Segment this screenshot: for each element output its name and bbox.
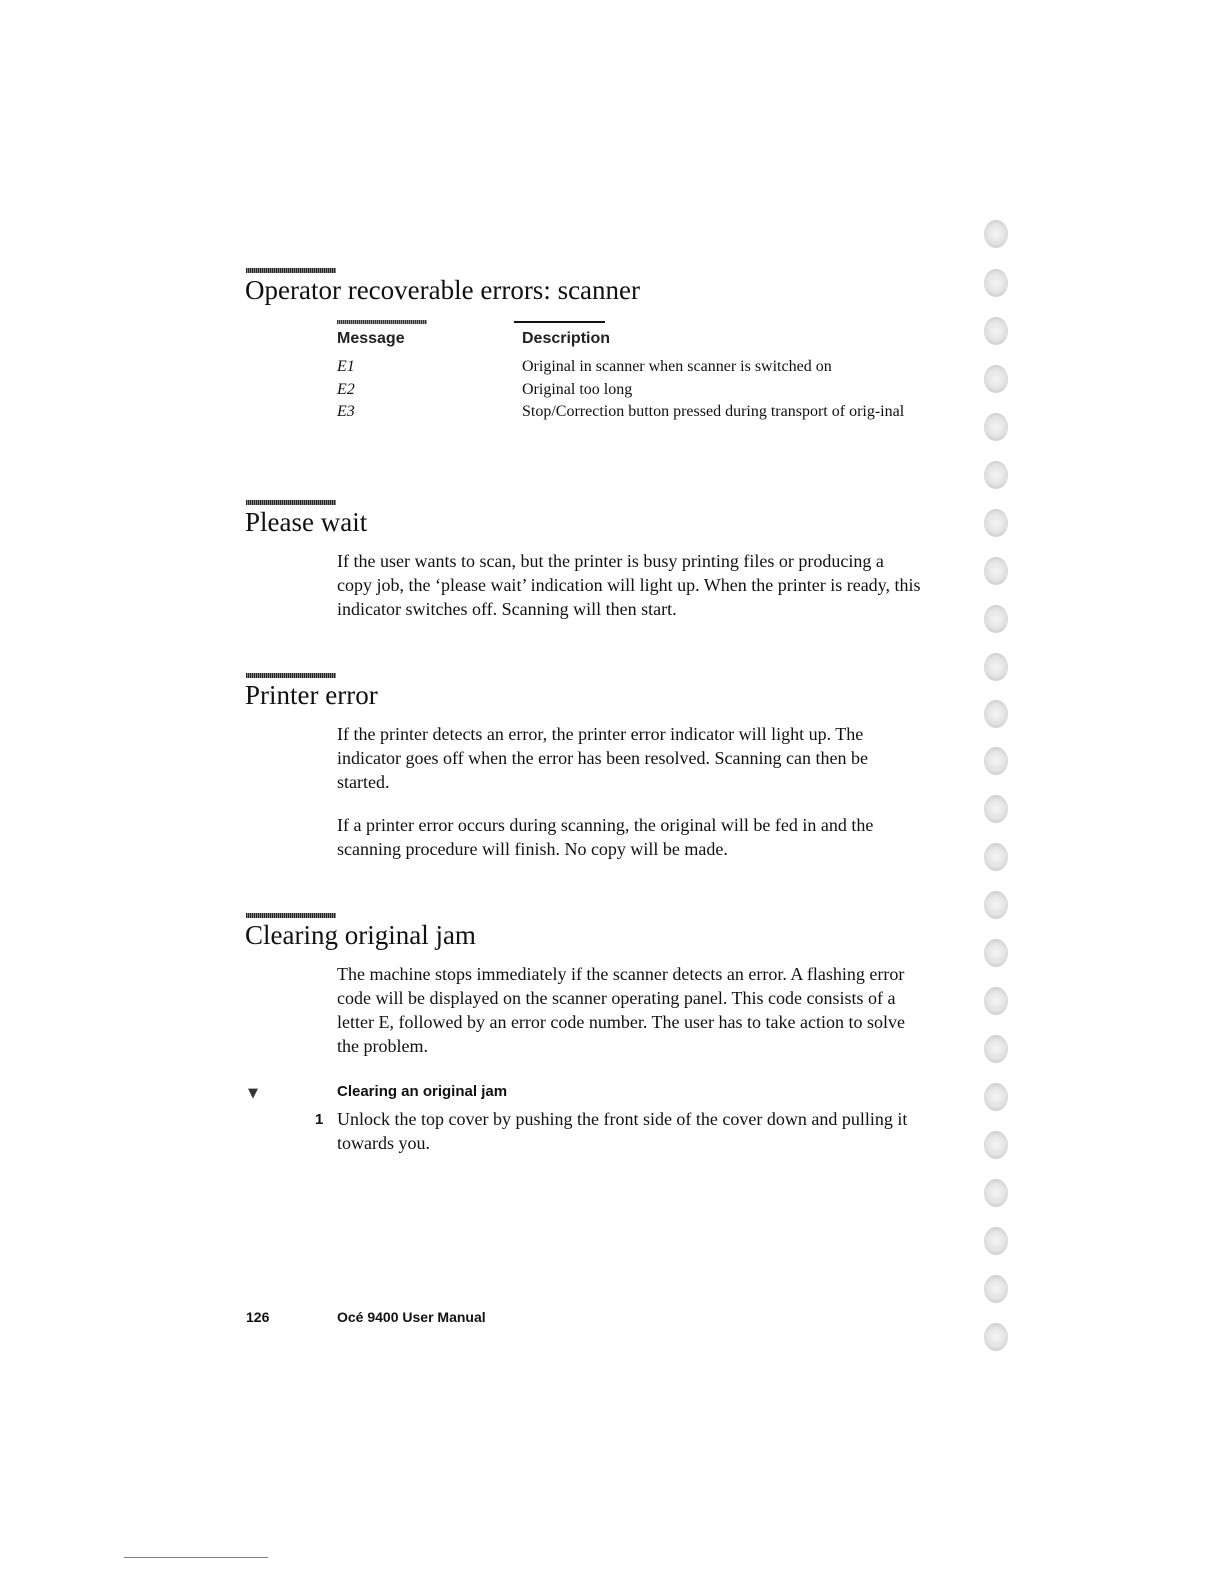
- binding-hole-icon: [984, 1083, 1008, 1111]
- binding-hole-icon: [984, 700, 1008, 728]
- binding-hole-icon: [984, 413, 1008, 441]
- please-wait-paragraph: If the user wants to scan, but the printer is busy printing files or producing a copy job, the ‘please wait’ indication will light up. When the printer is ready, this indicator switches off. Scanning will then start.: [337, 551, 921, 619]
- section-heading-scanner-errors: Operator recoverable errors: scanner: [245, 275, 641, 305]
- procedure-triangle-icon: ▼: [248, 1086, 258, 1101]
- printer-error-paragraph-2: If a printer error occurs during scanning, the original will be fed in and the scanning procedure will finish. No copy will be made.: [337, 815, 874, 859]
- error-description: Original in scanner when scanner is switched on: [522, 358, 832, 375]
- column-header-description: Description: [522, 330, 611, 347]
- column-rule-message: [337, 320, 427, 324]
- binding-hole-icon: [984, 939, 1008, 967]
- step-text: Unlock the top cover by pushing the front side of the cover down and pulling it towards you.: [337, 1109, 908, 1153]
- clearing-jam-paragraph: The machine stops immediately if the scanner detects an error. A flashing error code will be displayed on the scanner operating panel. This code consists of a letter E, followed by an error code number. The user has to take action to solve the problem.: [337, 964, 905, 1056]
- binding-hole-icon: [984, 317, 1008, 345]
- binding-hole-icon: [984, 1323, 1008, 1351]
- section-heading-printer-error: Printer error: [245, 680, 378, 710]
- binding-hole-icon: [984, 1035, 1008, 1063]
- section-rule: [246, 500, 336, 505]
- binding-hole-icon: [984, 891, 1008, 919]
- section-heading-please-wait: Please wait: [245, 507, 368, 537]
- section-rule: [246, 673, 336, 678]
- binding-hole-icon: [984, 653, 1008, 681]
- binding-hole-icon: [984, 747, 1008, 775]
- binding-hole-icon: [984, 987, 1008, 1015]
- binding-hole-icon: [984, 1131, 1008, 1159]
- column-header-message: Message: [337, 330, 405, 347]
- divider: [124, 1557, 268, 1558]
- binding-hole-icon: [984, 365, 1008, 393]
- binding-hole-icon: [984, 269, 1008, 297]
- binding-hole-icon: [984, 220, 1008, 248]
- binding-hole-icon: [984, 461, 1008, 489]
- binding-hole-icon: [984, 795, 1008, 823]
- step-number: 1: [315, 1111, 324, 1128]
- error-code: E3: [337, 403, 355, 420]
- binding-hole-icon: [984, 605, 1008, 633]
- binding-hole-icon: [984, 843, 1008, 871]
- page-number: 126: [246, 1309, 270, 1325]
- binding-hole-icon: [984, 1179, 1008, 1207]
- binding-hole-icon: [984, 1275, 1008, 1303]
- binding-hole-icon: [984, 509, 1008, 537]
- section-rule: [246, 268, 336, 273]
- procedure-title: Clearing an original jam: [337, 1083, 508, 1100]
- error-description: Stop/Correction button pressed during transport of orig-inal: [522, 403, 905, 420]
- error-code: E1: [337, 358, 355, 375]
- binding-hole-icon: [984, 557, 1008, 585]
- section-heading-clearing-jam: Clearing original jam: [245, 920, 476, 950]
- error-code: E2: [337, 381, 355, 398]
- manual-title: Océ 9400 User Manual: [337, 1309, 486, 1325]
- printer-error-paragraph-1: If the printer detects an error, the printer error indicator will light up. The indicator goes off when the error has been resolved. Scanning can then be started.: [337, 724, 868, 792]
- error-description: Original too long: [522, 381, 633, 398]
- column-rule-description: [514, 321, 605, 323]
- section-rule: [246, 913, 336, 918]
- binding-hole-icon: [984, 1227, 1008, 1255]
